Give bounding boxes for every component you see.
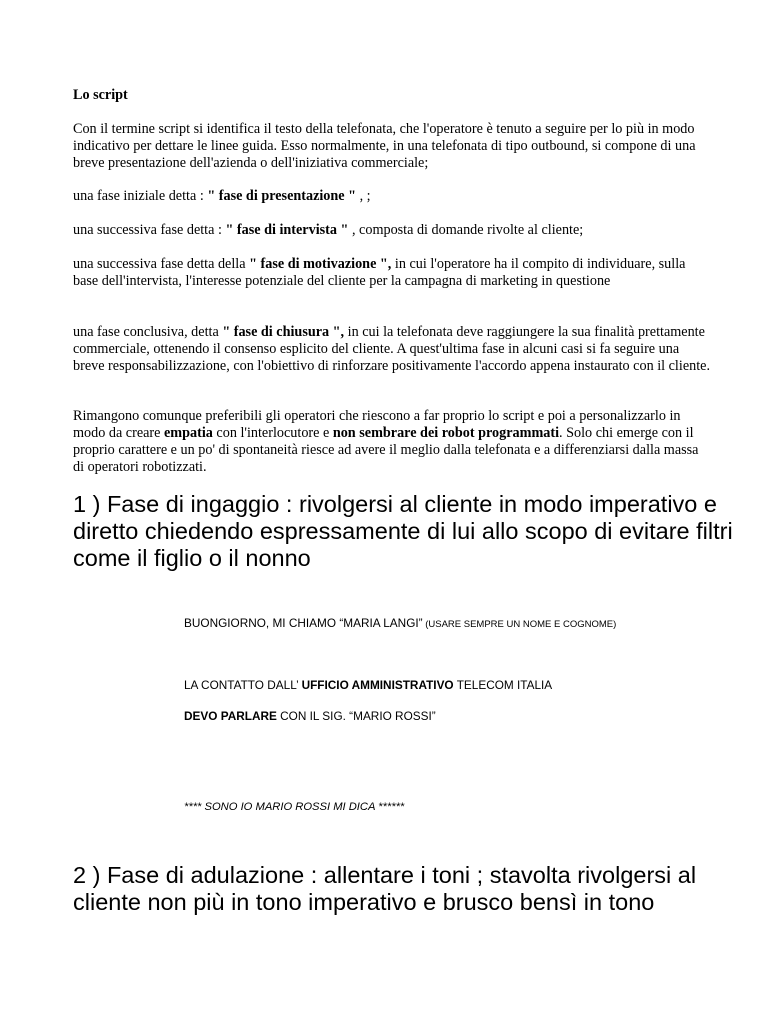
phase-motivation-bold: " fase di motivazione ",	[249, 256, 392, 272]
intro-paragraph: Con il termine script si identifica il testo della telefonata, che l'operatore è tenuto a seguire per lo più in modo indicativo per dettare le linee guida. Esso normalmente, in una telefonata di tipo outbound, si compone di una breve presentazione dell'azienda o dell'iniziativa commerciale;	[73, 121, 696, 171]
phase-presentation-paragraph	[73, 188, 713, 205]
phase-closing-paragraph	[73, 324, 713, 375]
conclusion-bold-empatia: empatia	[164, 425, 213, 441]
phase-presentation-before: una fase iniziale detta :	[73, 188, 208, 204]
phase-motivation-before: una successiva fase detta della	[73, 256, 250, 272]
contact-before: LA CONTATTO DALL’	[184, 678, 302, 692]
phase-presentation-bold: " fase di presentazione "	[207, 188, 357, 204]
phase-interview-paragraph	[73, 222, 713, 239]
conclusion-part3: . Solo chi emerge con il proprio carattere e un po' di spontaneità riesce ad avere il meglio dalla telefonata e a differenziarsi dalla massa di operatori robotizzati.	[73, 425, 699, 475]
conclusion-part2: con l'interlocutore e	[212, 425, 333, 441]
greeting-text: BUONGIORNO, MI CHIAMO “MARIA LANGI”	[184, 616, 423, 630]
conclusion-paragraph	[73, 408, 713, 476]
phase-interview-bold: " fase di intervista "	[225, 222, 349, 238]
phase-interview-after: , composta di domande rivolte al cliente;	[348, 222, 584, 238]
phase-closing-bold: " fase di chiusura ",	[222, 324, 345, 340]
contact-office: UFFICIO AMMINISTRATIVO	[301, 678, 454, 692]
request-bold: DEVO PARLARE	[184, 709, 277, 723]
section-title: Lo script	[73, 87, 128, 103]
phase-motivation-paragraph	[73, 256, 713, 290]
greeting-note: (USARE SEMPRE UN NOME E COGNOME)	[422, 619, 617, 630]
phase1-heading: 1 ) Fase di ingaggio : rivolgersi al cliente in modo imperativo e diretto chiedendo espressamente di lui allo scopo di evitare filtri come il figlio o il nonno	[73, 491, 733, 571]
phase-motivation-after: in cui l'operatore ha il compito di individuare, sulla base dell'intervista, l'interesse potenziale del cliente per la campagna di marketing in questione	[73, 256, 686, 289]
phase-closing-before: una fase conclusiva, detta	[73, 324, 223, 340]
script-line-request	[184, 709, 744, 723]
script-line-greeting	[184, 616, 744, 632]
script-line-contact	[184, 678, 744, 692]
phase-closing-after: in cui la telefonata deve raggiungere la sua finalità prettamente commerciale, ottenendo il consenso esplicito del cliente. A quest'ultima fase in alcuni casi si fa seguire una breve responsabilizzazione, con l'obiettivo di rinforzare positivamente l'accordo appena instaurato con il cliente.	[73, 324, 710, 374]
script-line-response: **** SONO IO MARIO ROSSI MI DICA ******	[184, 801, 405, 813]
phase-presentation-after: , ;	[356, 188, 371, 204]
request-after: CON IL SIG. “MARIO ROSSI”	[276, 709, 436, 723]
phase-interview-before: una successiva fase detta :	[73, 222, 226, 238]
conclusion-part1: Rimangono comunque preferibili gli operatori che riescono a far proprio lo script e poi a personalizzarlo in modo da creare	[73, 408, 681, 441]
conclusion-bold-robot: non sembrare dei robot programmati	[332, 425, 560, 441]
phase2-heading: 2 ) Fase di adulazione : allentare i toni ; stavolta rivolgersi al cliente non più in tono imperativo e brusco bensì in tono	[73, 862, 697, 915]
contact-after: TELECOM ITALIA	[453, 678, 553, 692]
